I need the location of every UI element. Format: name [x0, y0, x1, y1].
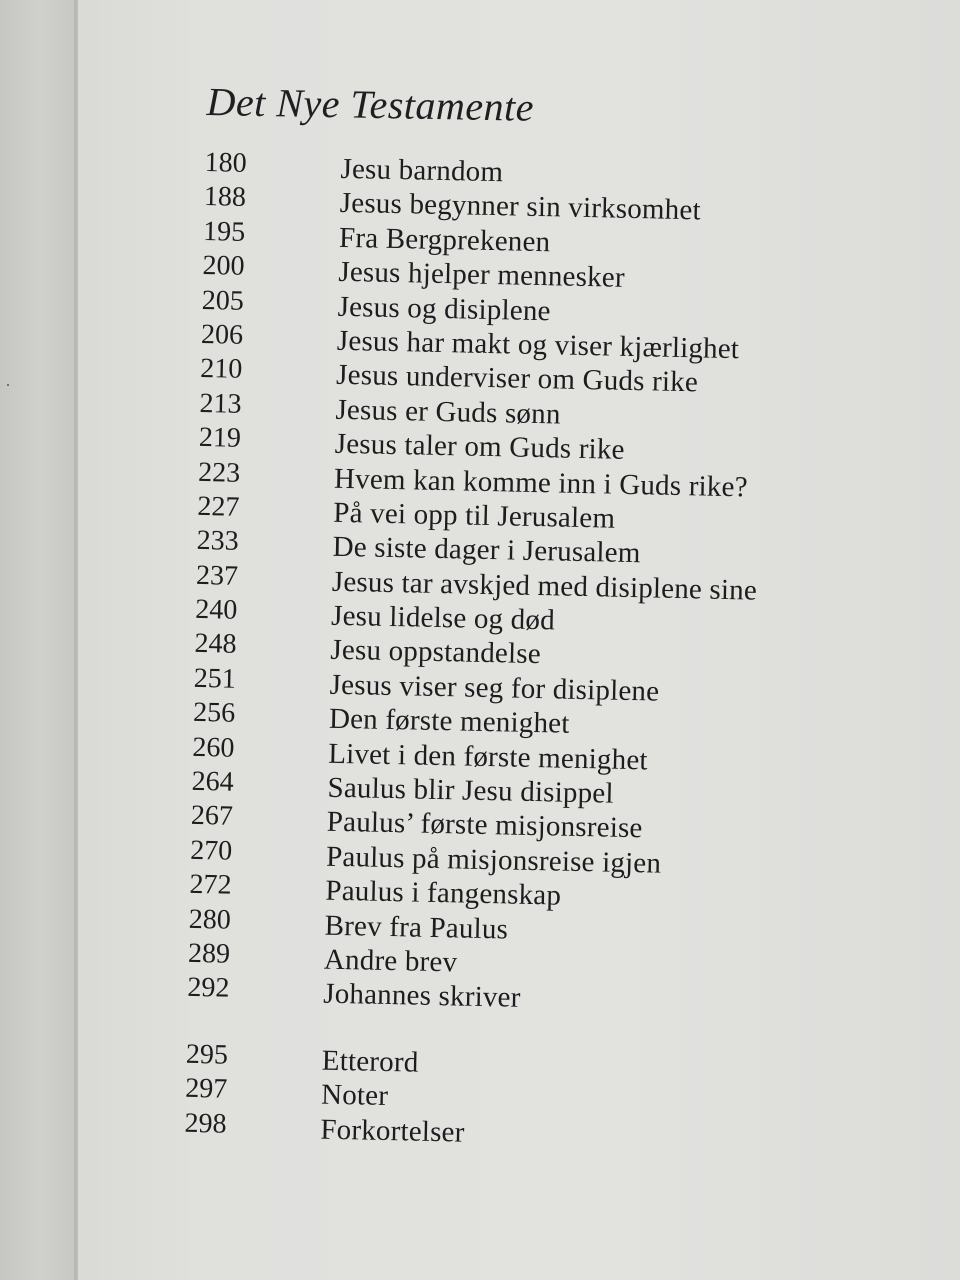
entry-title: Johannes skriver — [322, 978, 521, 1015]
entry-title: På vei opp til Jerusalem — [333, 496, 616, 535]
page-number: 289 — [187, 937, 231, 970]
entry-title: Jesus tar avskjed med disiplene sine — [331, 565, 758, 607]
page-number: 240 — [194, 593, 238, 626]
entry-title: Jesus og disiplene — [337, 290, 551, 327]
page-number: 195 — [202, 215, 246, 248]
entry-title: Jesus er Guds sønn — [335, 393, 561, 431]
entry-title: Jesus viser seg for disiplene — [329, 668, 660, 708]
page-number: 248 — [194, 628, 237, 661]
page-number: 272 — [189, 869, 232, 901]
page-number: 251 — [193, 662, 237, 695]
paper-speck — [7, 384, 9, 386]
page-number: 200 — [202, 250, 245, 283]
entry-title: Paulus’ første misjonsreise — [326, 806, 643, 845]
entry-title: Jesus har makt og viser kjærlighet — [336, 324, 740, 366]
entry-title: Jesus taler om Guds rike — [334, 427, 625, 466]
section-heading: Det Nye Testamente — [206, 78, 535, 130]
entry-title: Jesus underviser om Guds rike — [335, 359, 699, 399]
entry-title: Andre brev — [323, 943, 458, 979]
page-number: 180 — [204, 146, 247, 179]
entry-title: Den første menighet — [328, 702, 570, 741]
entry-title: De siste dager i Jerusalem — [332, 531, 641, 570]
page-number: 227 — [197, 490, 240, 523]
page-gutter — [0, 0, 78, 1280]
entry-title: Forkortelser — [320, 1113, 465, 1149]
page-number: 270 — [189, 834, 233, 867]
entry-title: Hvem kan komme inn i Guds rike? — [333, 462, 749, 503]
page-number: 237 — [195, 559, 239, 592]
page-number: 267 — [190, 800, 234, 833]
table-of-contents — [184, 146, 905, 1155]
page-number: 295 — [185, 1038, 229, 1071]
page-number: 210 — [200, 353, 243, 386]
entry-title: Livet i den første menighet — [327, 737, 649, 777]
page-number: 298 — [184, 1107, 227, 1140]
page-number: 292 — [187, 972, 230, 1005]
entry-title: Brev fra Paulus — [324, 909, 509, 946]
page-number: 205 — [201, 284, 245, 317]
page-number: 223 — [197, 456, 241, 489]
page-number: 233 — [196, 525, 240, 558]
entry-title: Paulus på misjonsreise igjen — [325, 840, 662, 880]
entry-title: Jesu lidelse og død — [330, 599, 556, 637]
page-number: 213 — [199, 387, 242, 420]
page-number: 219 — [198, 422, 242, 454]
spine-fold — [74, 0, 77, 1280]
entry-title: Etterord — [321, 1044, 419, 1079]
entry-title: Jesus hjelper mennesker — [338, 255, 626, 294]
entry-title: Fra Bergprekenen — [338, 221, 551, 259]
entry-title: Noter — [320, 1078, 389, 1113]
page-number: 280 — [188, 903, 232, 936]
entry-title: Jesu barndom — [340, 152, 504, 189]
page-number: 206 — [200, 318, 244, 351]
page-number: 264 — [191, 765, 235, 798]
entry-title: Saulus blir Jesu disippel — [327, 771, 615, 810]
page-number: 260 — [192, 731, 235, 764]
entry-title: Jesu oppstandelse — [330, 634, 542, 671]
page-number: 297 — [184, 1072, 228, 1105]
page-number: 256 — [192, 697, 236, 730]
page-number: 188 — [203, 181, 247, 214]
entry-title: Paulus i fangenskap — [325, 874, 562, 912]
entry-title: Jesus begynner sin virksomhet — [339, 187, 702, 227]
